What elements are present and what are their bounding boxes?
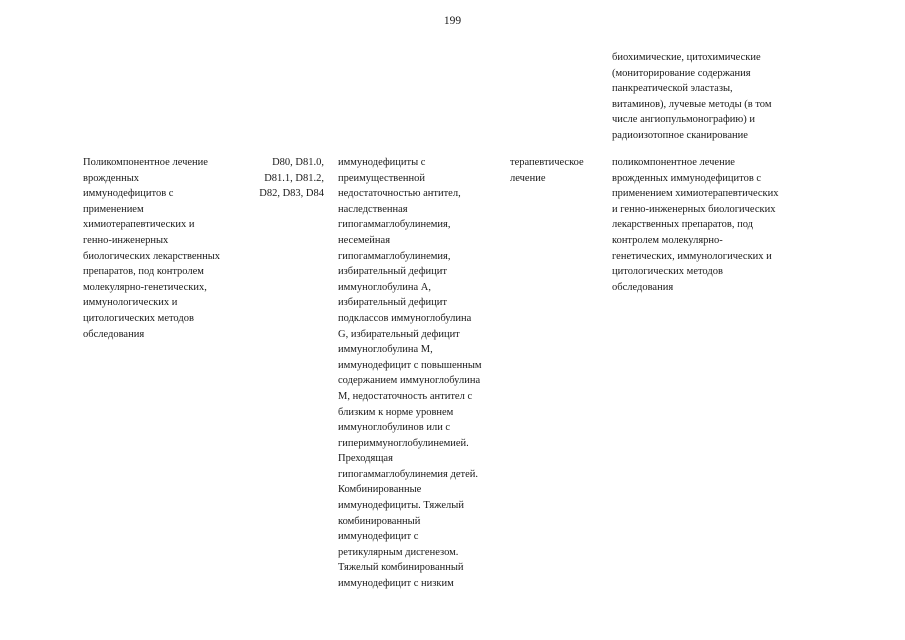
diagnosis-cell: иммунодефициты с преимущественной недостаточностью антител, наследственная гипогаммаглобулинемия, несемейная гипогаммаглобулинемия, избирательный дефицит иммуноглобулина A, избирательный дефицит подклассов иммуноглобулина G, избирательный дефицит иммуноглобулина M, иммунодефицит с повышенным содержанием иммуноглобулина M, недостаточность антител с близким к норме уровнем иммуноглобулинов или с гипериммуноглобулинемией. Преходящая гипогаммаглобулинемия детей. Комбинированные иммунодефициты. Тяжелый комбинированный иммунодефицит с ретикулярным дисгенезом. Тяжелый комбинированный иммунодефицит с низким — [338, 157, 482, 590]
icd-codes-cell: D80, D81.0, D81.1, D81.2, D82, D83, D84 — [259, 157, 324, 200]
treatment-method-cell: поликомпонентное лечение врожденных иммунодефицитов с применением химиотерапевтических и генно-инженерных биологических лекарственных препаратов, под контролем молекулярно- генетических, иммунологических и цитологических методов обследования — [612, 157, 779, 293]
page-number: 199 — [443, 15, 462, 27]
continued-treatment-method-cell: биохимические, цитохимические (мониторирование содержания панкреатической эластазы, витаминов), лучевые методы (в том числе ангиопульмонографию) и радиоизотопное сканирование — [612, 52, 772, 141]
treatment-type-cell: терапевтическое лечение — [510, 157, 584, 184]
care-profile-cell: Поликомпонентное лечение врожденных иммунодефицитов с применением химиотерапевтических и генно-инженерных биологических лекарственных препаратов, под контролем молекулярно-генетических, иммунологических и цитологических методов обследования — [83, 157, 221, 340]
